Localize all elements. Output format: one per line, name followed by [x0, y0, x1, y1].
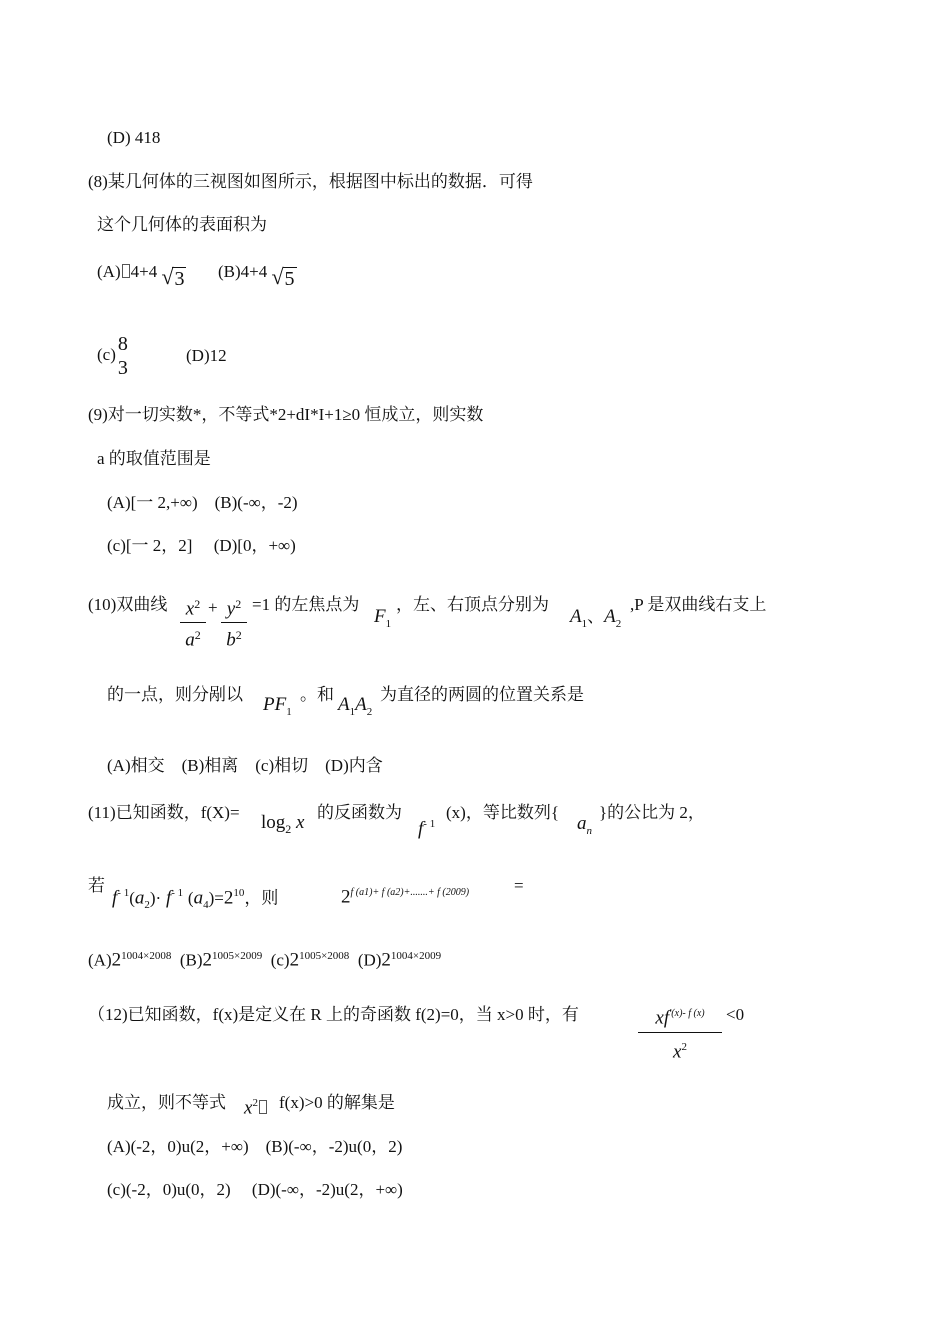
q8-b-label: (B)4+4 — [218, 262, 268, 281]
q8-b-sqrt: √ 5 — [271, 264, 295, 290]
q12-lt0: <0 — [726, 1005, 745, 1024]
q11-options: $(A)2^{1004\times 2008}$ $(B)2^{1005\times 2009}$ $(c)2^{1005\times 2008}$ $(D)2^{1004\times 2009}$ — [88, 949, 442, 971]
q8-stem-line2: 这个几何体的表面积为 — [97, 215, 267, 234]
q8-option-b — [218, 260, 297, 290]
q11-product: $f^{- 1}(a_2)\cdot f^{- 1}$ $(a_4)=2^{10}$，则 — [112, 887, 279, 912]
q11-finv: $f^{- 1}$ — [418, 818, 436, 840]
q10-mid: ，左、右顶点分别为 — [396, 595, 549, 614]
q12-line2a: 成立，则不等式 — [107, 1093, 226, 1112]
q11-equals: = — [514, 876, 524, 895]
q9-stem-line1: (9)对一切实数*，不等式*2+dI*I+1≥0 恒成立，则实数 — [88, 405, 484, 424]
q7-option-d: (D) 418 — [107, 128, 161, 147]
q10-fraction-x: $x^2$ $a^2$ — [180, 592, 206, 652]
missing-glyph-icon — [259, 1100, 267, 1114]
q12-options-cd: (c)(-2，0)u(0，2) (D)(-∞，-2)u(2，+∞) — [107, 1180, 403, 1199]
missing-glyph-icon — [122, 264, 130, 278]
q12-lead: （12)已知函数，f(x)是定义在 R 上的奇函数 f(2)=0，当 x>0 时，有 — [88, 1005, 579, 1024]
q8-a-sqrt: √ 3 — [161, 264, 185, 290]
q10-plus: + — [208, 598, 218, 617]
q10-eq: =1 的左焦点为 — [252, 595, 360, 614]
q11-mid1: 的反函数为 — [317, 803, 402, 822]
q8-stem-line1: (8)某几何体的三视图如图所示，根据图中标出的数据．可得 — [88, 172, 533, 191]
q9-options-cd: (c)[一 2，2] (D)[0，+∞) — [107, 536, 296, 555]
q11-lead: (11)已知函数，f(X)= — [88, 803, 240, 822]
q8-a-label: (A) — [97, 262, 121, 281]
q9-options-ab: (A)[一 2,+∞) (B)(-∞，-2) — [107, 493, 298, 512]
q10-A1-A2: $A_1$、$A_2$ — [570, 606, 622, 630]
q12-options-ab: (A)(-2，0)u(2，+∞) (B)(-∞，-2)u(0，2) — [107, 1137, 403, 1156]
q10-fraction-y: $y^2$ $b^2$ — [221, 592, 247, 652]
q10-line2c: 为直径的两圆的位置关系是 — [380, 685, 584, 704]
q12-fraction: $xf^{'(x)- f (x)}$ $x^2$ — [638, 1000, 722, 1067]
q11-mid2: (x)，等比数列{ — [446, 803, 559, 822]
q10-lead: (10)双曲线 — [88, 595, 168, 614]
q10-line2a: 的一点，则分剐以 — [107, 685, 243, 704]
q9-stem-line2: a 的取值范围是 — [97, 449, 211, 468]
q11-tail: }的公比为 2， — [599, 803, 705, 822]
q8-option-d: (D)12 — [186, 346, 227, 365]
q8-c-fraction: 8 3 — [117, 333, 128, 379]
q8-option-a — [97, 260, 186, 290]
q11-ruo: 若 — [88, 876, 105, 895]
q11-an: $a_n$ — [577, 813, 592, 837]
q11-log: $\log_2 x$ — [261, 812, 305, 836]
q8-c-label: (c) — [97, 344, 116, 364]
q10-tail: ,P 是双曲线右支上 — [630, 595, 767, 614]
q11-power: $2^{f (a1)+ f (a2)+.......+ f (2009)}$ — [341, 886, 470, 908]
q10-line2b: 。和 — [300, 685, 334, 704]
q10-options: (A)相交 (B)相离 (c)相切 (D)内含 — [107, 756, 383, 775]
q8-a-value: 4+4 — [130, 262, 158, 281]
q10-PF1: $PF_1$ — [263, 694, 292, 718]
q10-F1: $F_1$ — [374, 606, 392, 630]
q10-A1A2: $A_1A_2$ — [338, 694, 373, 718]
q8-option-c — [97, 332, 130, 380]
q12-line2b: f(x)>0 的解集是 — [279, 1093, 395, 1112]
q12-x2: $x^2$ — [244, 1092, 268, 1119]
